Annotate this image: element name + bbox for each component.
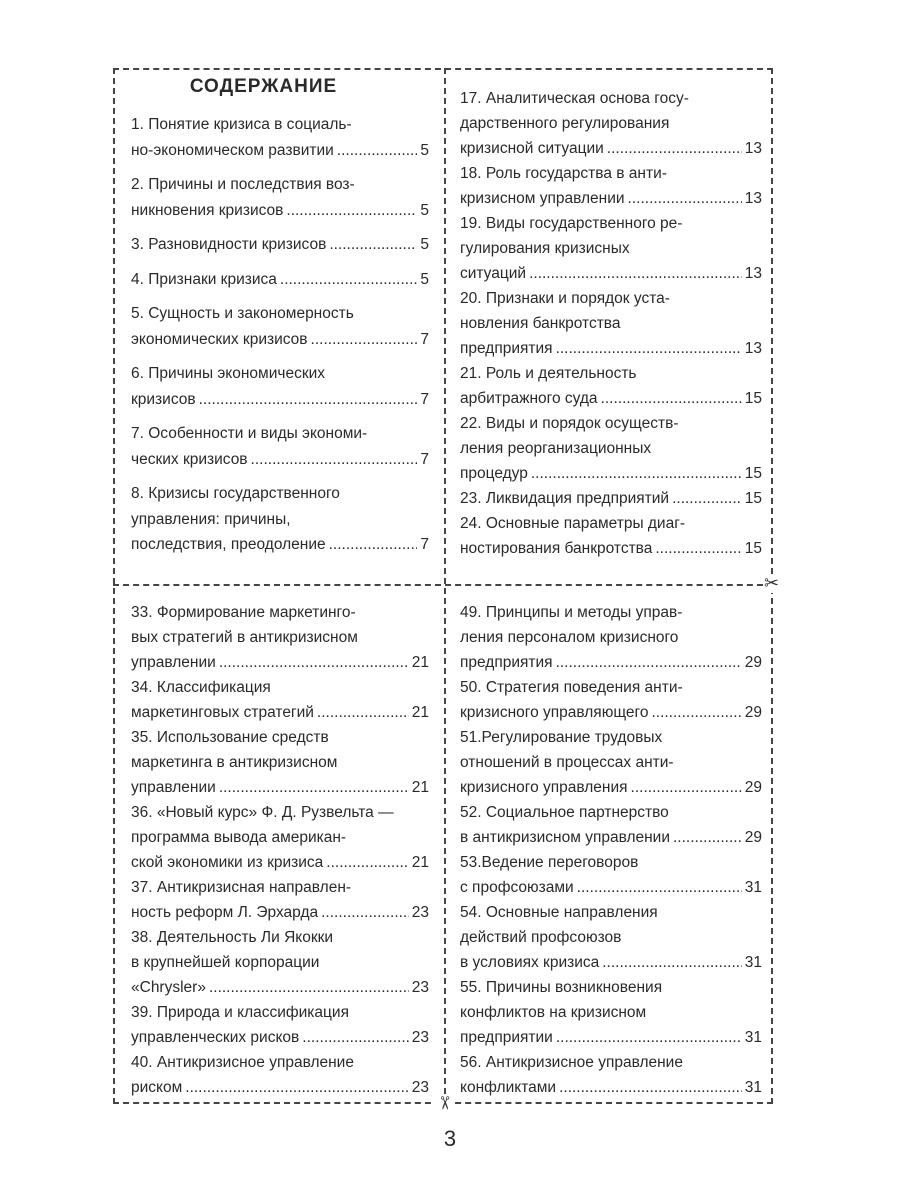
toc-entry-text: последствия, преодоление — [131, 536, 326, 553]
toc-entry-text: дарственного регулирования — [460, 115, 670, 132]
toc-entry — [131, 925, 429, 1000]
toc-entry-text: 51.Регулирование трудовых — [460, 729, 663, 746]
page-number: 3 — [443, 1126, 457, 1151]
toc-entry — [460, 286, 762, 361]
toc-page-number: 7 — [420, 450, 429, 468]
toc-entry-text: 35. Использование средств — [131, 729, 329, 746]
toc-entry — [131, 421, 429, 472]
toc-entry-text: 18. Роль государства в анти- — [460, 165, 667, 182]
toc-entry-last-line — [131, 232, 429, 258]
toc-entry-text: 33. Формирование маркетинго- — [131, 604, 356, 621]
dot-leader — [209, 975, 409, 1000]
toc-entry-last-line — [131, 1075, 429, 1100]
toc-entry — [460, 975, 762, 1050]
dot-leader — [317, 700, 409, 725]
toc-entry-text: но-экономическом развитии — [131, 141, 334, 159]
toc-page-number: 5 — [420, 270, 429, 288]
toc-entry-text: действий профсоюзов — [460, 929, 622, 946]
toc-entry-last-line — [131, 387, 429, 413]
toc-entry — [131, 1050, 429, 1100]
toc-entry-text: 38. Деятельность Ли Якокки — [131, 929, 334, 946]
toc-entry-text: 23. Ликвидация предприятий — [460, 490, 670, 507]
toc-page-number: 13 — [744, 265, 762, 282]
toc-entry-text: 19. Виды государственного ре- — [460, 215, 683, 232]
toc-entry-last-line — [460, 775, 762, 800]
toc-entry-text: ностирования банкротства — [460, 540, 653, 557]
toc-page-number: 15 — [744, 390, 762, 407]
toc-entry-text: «Chrysler» — [131, 979, 206, 996]
dot-leader — [556, 1025, 742, 1050]
toc-entry — [460, 675, 762, 725]
toc-entry — [460, 850, 762, 900]
toc-entry-text: кризисного управляющего — [460, 704, 649, 721]
toc-entry-text: ления персоналом кризисного — [460, 629, 679, 646]
dot-leader — [219, 775, 409, 800]
toc-entry-text: вых стратегий в антикризисном — [131, 629, 358, 646]
toc-entry-text: с профсоюзами — [460, 879, 574, 896]
toc-page-number: 31 — [744, 879, 762, 896]
toc-entry-last-line — [131, 975, 429, 1000]
toc-entry-text: конфликтами — [460, 1079, 557, 1096]
toc-entry-last-line — [460, 186, 762, 211]
dot-leader — [602, 950, 742, 975]
toc-entry-text: ской экономики из кризиса — [131, 854, 324, 871]
dot-leader — [337, 138, 418, 164]
toc-column-top-left — [131, 74, 429, 567]
toc-entry-text: процедур — [460, 465, 528, 482]
toc-entry-text: 3. Разновидности кризисов — [131, 236, 327, 253]
toc-page-number: 29 — [744, 779, 762, 796]
toc-entry-text: в условиях кризиса — [460, 954, 600, 971]
toc-entry — [460, 161, 762, 211]
toc-entry — [131, 267, 429, 293]
dot-leader — [628, 186, 742, 211]
toc-entry-last-line — [131, 267, 429, 293]
toc-entry-last-line — [460, 261, 762, 286]
toc-entry-last-line — [460, 136, 762, 161]
toc-entry-text: 4. Признаки кризиса — [131, 270, 277, 288]
toc-page-number: 5 — [420, 236, 429, 253]
toc-page-number: 21 — [411, 704, 429, 721]
dot-leader — [311, 327, 418, 353]
toc-page-number: 29 — [744, 654, 762, 671]
scissors-icon: ✂ — [433, 1095, 455, 1111]
toc-entry-text: 40. Антикризисное управление — [131, 1054, 354, 1071]
toc-page-number: 15 — [744, 490, 762, 507]
dot-leader — [673, 825, 742, 850]
toc-entry-text: 34. Классификация — [131, 679, 271, 696]
dot-leader — [302, 1025, 408, 1050]
dot-leader — [672, 486, 742, 511]
horizontal-cut-line — [113, 584, 773, 586]
toc-entry-last-line — [131, 700, 429, 725]
toc-entry-text: 2. Причины и последствия воз- — [131, 176, 355, 193]
toc-entry-text: конфликтов на кризисном — [460, 1004, 647, 1021]
toc-entry-text: ческих кризисов — [131, 450, 248, 468]
toc-entry-text: 53.Ведение переговоров — [460, 854, 639, 871]
toc-entry-text: предприятия — [460, 340, 553, 357]
toc-entry-last-line — [131, 138, 429, 164]
toc-entry-text: маркетинговых стратегий — [131, 704, 314, 721]
toc-page-number: 29 — [744, 829, 762, 846]
toc-entry — [460, 800, 762, 850]
toc-entry-last-line — [460, 1075, 762, 1100]
toc-page-number: 5 — [420, 141, 429, 159]
toc-entry-text: 54. Основные направления — [460, 904, 658, 921]
toc-entry-text: в антикризисном управлении — [460, 829, 670, 846]
toc-entry-text: ситуаций — [460, 265, 527, 282]
toc-entry — [131, 232, 429, 258]
toc-entry-text: гулирования кризисных — [460, 240, 630, 257]
toc-entry-text: кризисной ситуации — [460, 140, 604, 157]
toc-entry-text: управленческих рисков — [131, 1029, 300, 1046]
toc-entry-last-line — [131, 532, 429, 558]
toc-entry-text: кризисного управления — [460, 779, 628, 796]
toc-entry-text: 50. Стратегия поведения анти- — [460, 679, 683, 696]
toc-entry-last-line — [460, 650, 762, 675]
toc-entry — [131, 112, 429, 163]
dot-leader — [286, 198, 417, 224]
toc-entry — [460, 411, 762, 486]
dot-leader — [280, 267, 417, 293]
toc-entry-text: отношений в процессах анти- — [460, 754, 674, 771]
toc-page-number: 7 — [420, 390, 429, 408]
toc-entry-text: 6. Причины экономических — [131, 365, 326, 382]
toc-entry-text: кризисов — [131, 390, 196, 408]
toc-entry — [460, 600, 762, 675]
toc-page-number: 13 — [744, 140, 762, 157]
toc-entry-text: 17. Аналитическая основа госу- — [460, 90, 689, 107]
toc-entry-text: 7. Особенности и виды экономи- — [131, 425, 368, 442]
toc-entry — [131, 1000, 429, 1050]
toc-entry-text: экономических кризисов — [131, 330, 308, 348]
toc-entry-last-line — [131, 1025, 429, 1050]
toc-entry — [460, 900, 762, 975]
toc-column-bottom-right — [460, 600, 762, 1100]
toc-entry-text: 20. Признаки и порядок уста- — [460, 290, 670, 307]
dot-leader — [251, 447, 418, 473]
toc-entry-last-line — [460, 486, 762, 511]
toc-page-number: 31 — [744, 1029, 762, 1046]
toc-entry — [460, 211, 762, 286]
dot-leader — [556, 650, 742, 675]
dot-leader — [326, 850, 408, 875]
toc-page-number: 23 — [411, 904, 429, 921]
toc-entry-last-line — [131, 447, 429, 473]
toc-entry-last-line — [131, 775, 429, 800]
toc-entry-last-line — [460, 875, 762, 900]
toc-entry — [131, 361, 429, 412]
toc-entry-last-line — [131, 650, 429, 675]
toc-entry-text: управлении — [131, 779, 216, 796]
dot-leader — [577, 875, 742, 900]
dot-leader — [199, 387, 418, 413]
toc-entry-last-line — [131, 850, 429, 875]
toc-entry-text: в крупнейшей корпорации — [131, 954, 320, 971]
toc-page-number: 23 — [411, 979, 429, 996]
toc-entry-text: никновения кризисов — [131, 201, 284, 219]
toc-page-number: 5 — [420, 201, 429, 219]
toc-entry — [460, 486, 762, 511]
toc-entry-text: предприятия — [460, 654, 553, 671]
toc-entry — [131, 481, 429, 558]
dot-leader — [559, 1075, 742, 1100]
toc-page-number: 13 — [744, 190, 762, 207]
vertical-cut-line — [444, 68, 446, 1104]
toc-page-number: 21 — [411, 654, 429, 671]
toc-page-number: 13 — [744, 340, 762, 357]
toc-entry-last-line — [460, 536, 762, 561]
toc-page-number: 31 — [744, 1079, 762, 1096]
toc-entry-text: 56. Антикризисное управление — [460, 1054, 683, 1071]
dot-leader — [607, 136, 742, 161]
dot-leader — [631, 775, 742, 800]
toc-entry-text: управления: причины, — [131, 510, 291, 528]
toc-column-top-right — [460, 86, 762, 561]
toc-entry-text: управлении — [131, 654, 216, 671]
dot-leader — [219, 650, 409, 675]
toc-entry-text: арбитражного суда — [460, 390, 598, 407]
dot-leader — [601, 386, 742, 411]
toc-entry — [460, 86, 762, 161]
toc-entry-text: ность реформ Л. Эрхарда — [131, 904, 319, 921]
toc-entry-text: ления реорганизационных — [460, 440, 652, 457]
toc-entry-text: новления банкротства — [460, 315, 621, 332]
toc-entry-text: 21. Роль и деятельность — [460, 365, 637, 382]
toc-entry-text: 36. «Новый курс» Ф. Д. Рузвельта — — [131, 804, 394, 821]
dot-leader — [651, 700, 741, 725]
toc-entry-last-line — [131, 198, 429, 224]
dot-leader — [556, 336, 742, 361]
toc-entry — [460, 1050, 762, 1100]
toc-entry-text: 49. Принципы и методы управ- — [460, 604, 683, 621]
dot-leader — [329, 532, 418, 558]
toc-entry — [131, 800, 429, 875]
toc-page-number: 31 — [744, 954, 762, 971]
toc-entry-text: 37. Антикризисная направлен- — [131, 879, 352, 896]
dot-leader — [529, 261, 742, 286]
dot-leader — [531, 461, 742, 486]
toc-entry — [460, 725, 762, 800]
toc-entry — [131, 675, 429, 725]
toc-entry-text: программа вывода американ- — [131, 829, 347, 846]
toc-page-number: 15 — [744, 540, 762, 557]
toc-entry-text: 1. Понятие кризиса в социаль- — [131, 116, 352, 133]
toc-entry-text: риском — [131, 1079, 183, 1096]
toc-entry-last-line — [460, 1025, 762, 1050]
toc-entry-text: 5. Сущность и закономерность — [131, 305, 354, 322]
toc-entry — [131, 172, 429, 223]
toc-entry-last-line — [460, 386, 762, 411]
toc-page-number: 29 — [744, 704, 762, 721]
toc-page-number: 15 — [744, 465, 762, 482]
toc-entry-last-line — [131, 327, 429, 353]
toc-entry — [131, 600, 429, 675]
toc-page-number: 21 — [411, 854, 429, 871]
dot-leader — [185, 1075, 408, 1100]
toc-page-number: 23 — [411, 1029, 429, 1046]
toc-entry-last-line — [460, 825, 762, 850]
toc-entry-last-line — [131, 900, 429, 925]
dot-leader — [329, 232, 417, 258]
toc-entry-last-line — [460, 461, 762, 486]
dot-leader — [655, 536, 741, 561]
toc-page-number: 7 — [420, 330, 429, 348]
toc-entry — [460, 361, 762, 411]
toc-entry — [131, 301, 429, 352]
dot-leader — [321, 900, 409, 925]
toc-entry-text: 24. Основные параметры диаг- — [460, 515, 686, 532]
toc-entry-text: 52. Социальное партнерство — [460, 804, 669, 821]
toc-entry — [460, 511, 762, 561]
toc-entry-text: предприятии — [460, 1029, 553, 1046]
toc-entry-text: маркетинга в антикризисном — [131, 754, 338, 771]
toc-entry-last-line — [460, 950, 762, 975]
toc-page-number: 7 — [420, 536, 429, 553]
toc-entry-text: кризисном управлении — [460, 190, 625, 207]
toc-entry-last-line — [460, 700, 762, 725]
toc-entry-text: 22. Виды и порядок осуществ- — [460, 415, 679, 432]
toc-entry — [131, 875, 429, 925]
toc-entry-text: 8. Кризисы государственного — [131, 485, 340, 502]
toc-entry-text: 39. Природа и классификация — [131, 1004, 349, 1021]
toc-entry — [131, 725, 429, 800]
page-title: СОДЕРЖАНИЕ — [189, 76, 338, 97]
toc-page-number: 21 — [411, 779, 429, 796]
toc-entry-text: 55. Причины возникновения — [460, 979, 663, 996]
toc-column-bottom-left — [131, 600, 429, 1100]
toc-page-number: 23 — [411, 1079, 429, 1096]
scissors-icon: ✂ — [764, 573, 780, 594]
toc-entry-last-line — [460, 336, 762, 361]
